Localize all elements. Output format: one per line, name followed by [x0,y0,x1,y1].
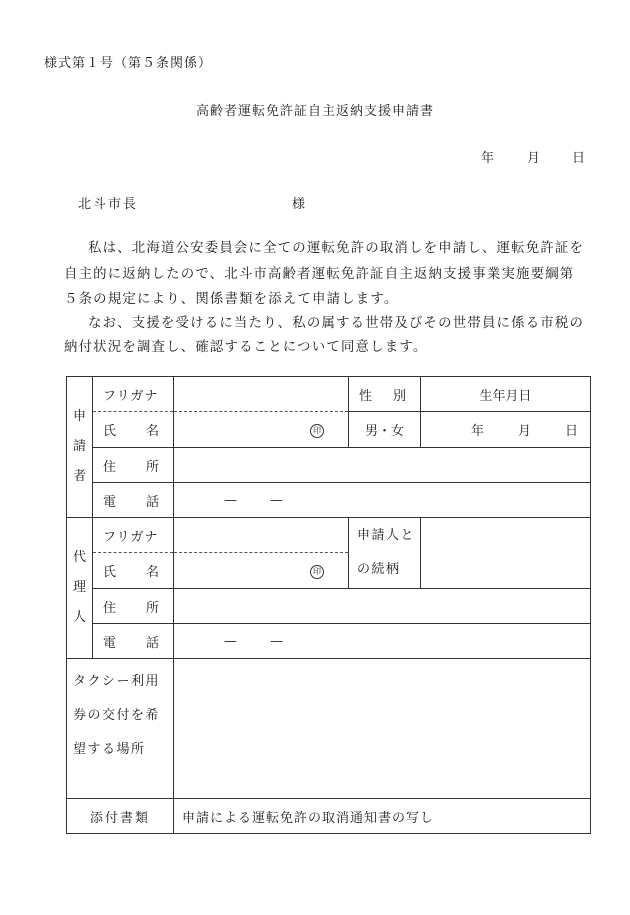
agent-relationship-field[interactable] [421,518,591,589]
applicant-gender-options[interactable]: 男・女 [349,412,421,448]
birth-month-label: 月 [517,424,531,439]
agent-address-label: 住 所 [93,589,174,624]
taxi-ticket-location-field[interactable] [174,659,591,799]
applicant-furigana-label: フリガナ [93,377,174,412]
attachment-label: 添付書類 [67,799,174,834]
application-form-table [66,376,591,834]
birth-year-label: 年 [471,424,485,439]
applicant-gender-label: 性 別 [349,377,421,412]
addressee-name: 北斗市長 [78,197,139,212]
date-month-label: 月 [527,151,541,166]
body-paragraph-2-line-1: なお、支援を受けるに当たり、私の属する世帯及びその世帯員に係る市税の [88,316,585,331]
agent-name-field[interactable] [174,553,349,589]
agent-furigana-field[interactable] [174,518,349,553]
applicant-group-label: 申 請 者 [67,377,93,518]
date-day-label: 日 [572,151,586,166]
attachment-value: 申請による運転免許の取消通知書の写し [174,799,591,834]
applicant-phone-field[interactable]: — — [174,483,591,518]
applicant-birthdate-field[interactable] [421,412,591,448]
applicant-birthdate-label: 生年月日 [421,377,591,412]
document-title: 高齢者運転免許証自主返納支援申請書 [195,104,434,119]
body-paragraph-2-line-2: 納付状況を調査し、確認することについて同意します。 [64,340,428,355]
agent-address-field[interactable] [174,589,591,624]
applicant-furigana-field[interactable] [174,377,349,412]
agent-furigana-label: フリガナ [93,518,174,553]
agent-group-label: 代 理 人 [67,518,93,659]
addressee-honorific: 様 [292,197,306,212]
agent-phone-label: 電 話 [93,624,174,659]
agent-relationship-label: 申請人と の続柄 [349,518,421,589]
agent-phone-field[interactable]: — — [174,624,591,659]
date-year-label: 年 [481,151,495,166]
applicant-address-label: 住 所 [93,448,174,483]
seal-icon: 印 [310,424,324,438]
applicant-phone-label: 電 話 [93,483,174,518]
body-paragraph-1-line-2: 自主的に返納したので、北斗市高齢者運転免許証自主返納支援事業実施要綱第 [64,267,575,282]
birth-day-label: 日 [564,424,578,439]
form-number: 様式第１号（第５条関係） [44,56,213,71]
agent-name-label: 氏 名 [93,553,174,589]
taxi-ticket-location-label: タクシー利用 券の交付を希 望する場所 [67,659,174,799]
applicant-address-field[interactable] [174,448,591,483]
applicant-name-label: 氏 名 [93,412,174,448]
applicant-name-field[interactable] [174,412,349,448]
seal-icon: 印 [310,565,324,579]
body-paragraph-1-line-3: ５条の規定により、関係書類を添えて申請します。 [64,292,399,307]
body-paragraph-1-line-1: 私は、北海道公安委員会に全ての運転免許の取消しを申請し、運転免許証を [88,241,585,256]
